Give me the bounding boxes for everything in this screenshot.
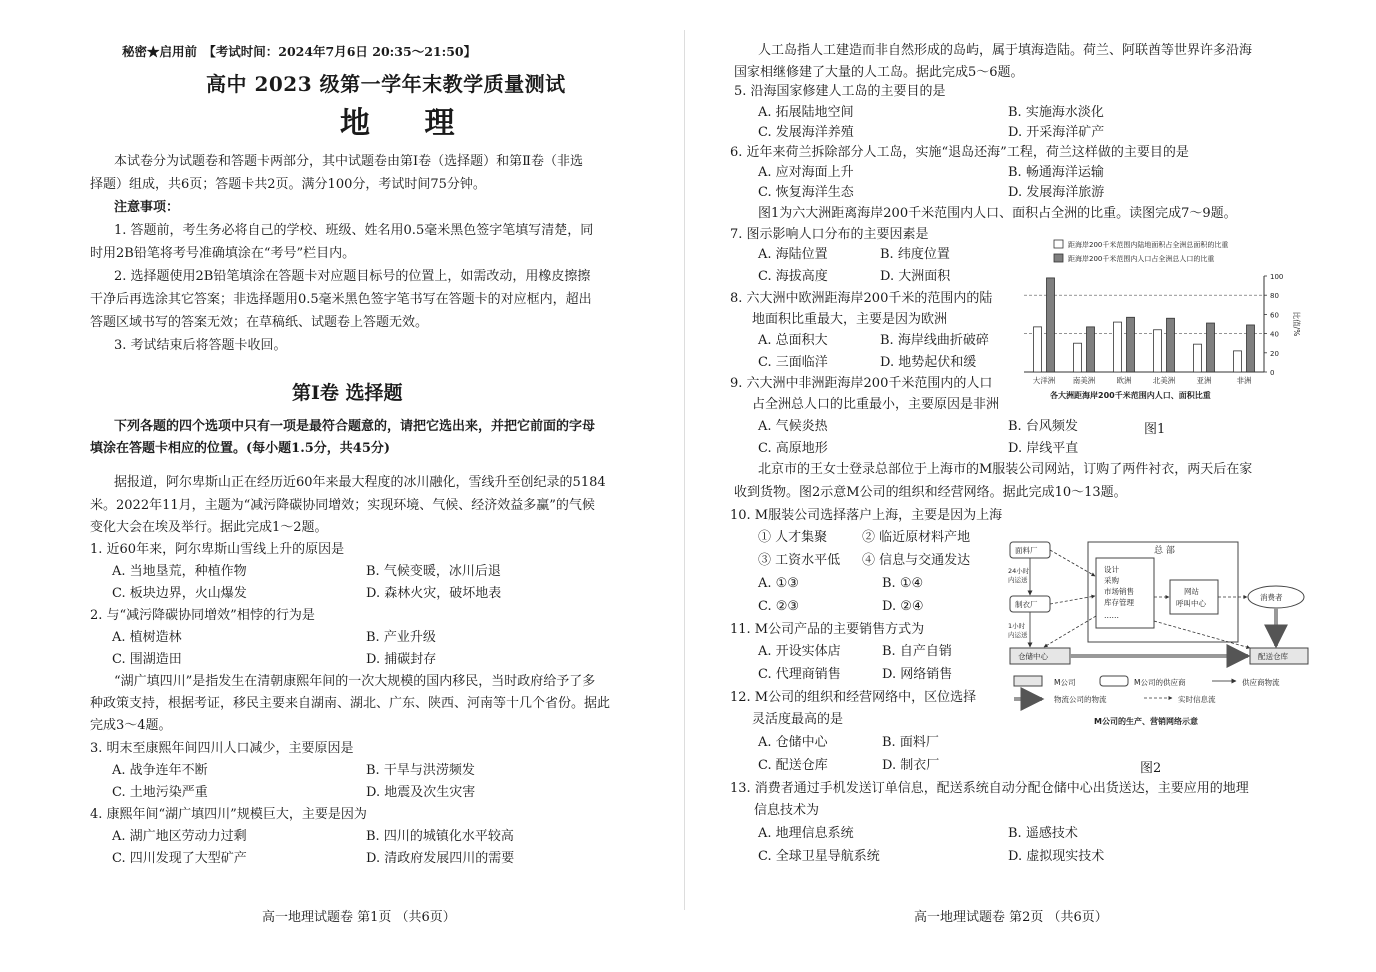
x-tick-label: 非洲	[1236, 376, 1252, 385]
option: D. ②④	[882, 599, 924, 614]
hq-function: 采购	[1104, 576, 1119, 585]
y-axis-label: 比值/%	[1292, 311, 1301, 337]
instruction-line: 下列各题的四个选项中只有一项是最符合题意的，请把它选出来，并把它前面的字母	[114, 419, 596, 434]
option: D. 捕碳封存	[366, 652, 437, 667]
option: A. ①③	[758, 576, 799, 591]
option: A. 地理信息系统	[758, 826, 854, 841]
statement: ② 临近原材料产地	[862, 530, 971, 545]
option: D. 森林火灾，破坏地表	[366, 586, 502, 601]
option: B. 台风频发	[1008, 419, 1078, 434]
instruction-line: 填涂在答题卡相应的位置。(每小题1.5分，共45分)	[90, 441, 391, 456]
option: A. 海陆位置	[758, 247, 828, 262]
website-label: 网站	[1184, 587, 1199, 596]
x-tick-label: 南美洲	[1072, 376, 1096, 385]
note-line: 干净后再选涂其它答案；非选择题用0.5毫米黑色签字笔书写在答题卡的对应框内，超出	[90, 292, 592, 307]
legend-label-supplier: M公司的供应商	[1134, 678, 1186, 687]
note-line: 2. 选择题使用2B铅笔填涂在答题卡对应题目标号的位置上，如需改动，用橡皮擦擦	[114, 269, 591, 284]
statement: ① 人才集聚	[758, 530, 828, 545]
hq-label: 总 部	[1154, 546, 1175, 556]
option: C. 全球卫星导航系统	[758, 849, 880, 864]
bar-area	[1114, 322, 1122, 372]
legend-swatch-m	[1014, 676, 1042, 686]
figure-1-label: 图1	[1144, 422, 1166, 437]
question-stem: 1. 近60年来，阿尔卑斯山雪线上升的原因是	[90, 542, 345, 557]
hq-function: 设计	[1104, 565, 1119, 574]
bar-population	[1207, 323, 1215, 372]
option: D. 制衣厂	[882, 758, 940, 773]
option: B. 纬度位置	[880, 247, 950, 262]
transit-time: 内运送	[1008, 576, 1028, 584]
option: D. 开采海洋矿产	[1008, 125, 1105, 140]
option: B. 干旱与洪涝频发	[366, 763, 475, 778]
option: C. 四川发现了大型矿产	[112, 851, 247, 866]
subject-title: 地 理	[340, 106, 477, 141]
note-line: 答题区域书写的答案无效；在草稿纸、试题卷上答题无效。	[90, 315, 429, 330]
warehouse-label: 仓储中心	[1018, 652, 1048, 661]
option: D. 岸线平直	[1008, 441, 1079, 456]
page-2	[686, 0, 1376, 972]
question-stem: 信息技术为	[754, 803, 820, 818]
passage-line: 国家相继修建了大量的人工岛。据此完成5～6题。	[734, 65, 1024, 80]
bar-area	[1154, 330, 1162, 372]
option: A. 气候炎热	[758, 419, 828, 434]
passage-line: 种政策支持，根据考证，移民主要来自湖南、湖北、广东、陕西、河南等十几个省份。据此	[90, 696, 611, 711]
question-stem: 6. 近年来荷兰拆除部分人工岛，实施“退岛还海”工程，荷兰这样做的主要目的是	[730, 145, 1189, 160]
question-stem: 7. 图示影响人口分布的主要因素是	[730, 227, 929, 242]
y-tick-label: 0	[1270, 369, 1275, 377]
passage-line: 完成3～4题。	[90, 718, 172, 733]
exam-header: 秘密★启用前 【考试时间：2024年7月6日 20:35～21:50】	[122, 44, 477, 59]
option: D. 发展海洋旅游	[1008, 185, 1105, 200]
option: C. 恢复海洋生态	[758, 185, 854, 200]
option: C. 板块边界，火山爆发	[112, 586, 247, 601]
bar-population	[1247, 325, 1255, 372]
question-stem: 占全洲总人口的比重最小，主要原因是非洲	[752, 397, 1000, 412]
option: C. ②③	[758, 599, 800, 614]
question-stem: 2. 与“减污降碳协同增效”相悖的行为是	[90, 608, 315, 623]
hq-function: ……	[1104, 611, 1119, 620]
y-tick-label: 100	[1270, 273, 1284, 281]
intro-line-1: 本试卷分为试题卷和答题卡两部分，其中试题卷由第Ⅰ卷（选择题）和第Ⅱ卷（非选	[114, 154, 583, 169]
figure-intro: 图1为六大洲距离海岸200千米范围内人口、面积占全洲的比重。读图完成7～9题。	[758, 206, 1237, 221]
question-stem: 5. 沿海国家修建人工岛的主要目的是	[734, 84, 946, 99]
question-stem: 10. M服装公司选择落户上海，主要是因为上海	[730, 508, 1003, 523]
question-stem: 地面积比重最大，主要是因为欧洲	[752, 312, 948, 327]
option: A. 总面积大	[758, 333, 828, 348]
question-stem: 灵活度最高的是	[752, 712, 844, 727]
legend-label-m: M公司	[1054, 678, 1076, 687]
bar-area	[1074, 343, 1082, 372]
legend-label-supplier-flow: 供应商物流	[1242, 678, 1280, 687]
passage-line: 米。2022年11月，主题为“减污降碳协同增效；实现环境、气候、经济效益多赢”的气候	[90, 498, 595, 513]
legend-label-area: 距海岸200千米范围内陆地面积占全洲总面积的比重	[1068, 241, 1229, 249]
option: A. 应对海面上升	[758, 165, 854, 180]
note-line: 1. 答题前，考生务必将自己的学校、班级、姓名用0.5毫米黑色签字笔填写清楚，同	[114, 223, 594, 238]
option: B. 面料厂	[882, 735, 939, 750]
chart-legend	[1054, 240, 1228, 263]
legend-label-info: 实时信息流	[1178, 695, 1216, 704]
section-title: 第Ⅰ卷 选择题	[292, 382, 403, 404]
y-tick-label: 60	[1270, 311, 1279, 320]
hq-function: 市场销售	[1104, 587, 1134, 596]
consumer-label: 消费者	[1260, 593, 1283, 602]
bar-area	[1034, 327, 1042, 372]
x-tick-label: 亚洲	[1196, 376, 1212, 385]
option: A. 仓储中心	[758, 735, 828, 750]
figure-2-network-diagram	[1004, 536, 1314, 732]
legend-label-population: 距海岸200千米范围内人口占全洲总人口的比重	[1068, 255, 1215, 263]
legend-label-logistics: 物流公司的物流	[1054, 695, 1107, 704]
option: B. 遥感技术	[1008, 826, 1078, 841]
y-tick-label: 40	[1270, 330, 1279, 339]
passage-line: 北京市的王女士登录总部位于上海市的M服装公司网站，订购了两件衬衣，两天后在家	[758, 462, 1253, 477]
bar-population	[1167, 318, 1175, 372]
option: B. 自产自销	[882, 644, 952, 659]
question-stem: 4. 康熙年间“湖广填四川”规模巨大，主要是因为	[90, 807, 367, 822]
page-1	[0, 0, 686, 972]
option: C. 配送仓库	[758, 758, 828, 773]
option: D. 大洲面积	[880, 269, 951, 284]
y-tick-label: 80	[1270, 292, 1279, 301]
option: D. 地震及次生灾害	[366, 785, 476, 800]
question-stem: 12. M公司的组织和经营网络中，区位选择	[730, 690, 977, 705]
note-line: 时用2B铅笔将考号准确填涂在“考号”栏目内。	[90, 246, 356, 261]
diagram-title: M公司的生产、营销网络示意	[1094, 717, 1198, 726]
question-stem: 13. 消费者通过手机发送订单信息，配送系统自动分配仓储中心出货送达，主要应用的地理	[730, 781, 1249, 796]
bar-area	[1234, 351, 1242, 372]
passage-line: 据报道，阿尔卑斯山正在经历近60年来最大程度的冰川融化，雪线升至创纪录的5184	[114, 475, 606, 490]
hq-function: 库存管理	[1104, 598, 1134, 607]
option: D. 网络销售	[882, 667, 953, 682]
bar-population	[1087, 327, 1095, 372]
page-divider	[684, 30, 685, 910]
option: D. 地势起伏和缓	[880, 355, 977, 370]
option: C. 土地污染严重	[112, 785, 208, 800]
option: C. 海拔高度	[758, 269, 828, 284]
option: B. 实施海水淡化	[1008, 105, 1104, 120]
option: C. 高原地形	[758, 441, 828, 456]
statement: ④ 信息与交通发达	[862, 553, 971, 568]
legend-swatch-area	[1054, 240, 1063, 248]
question-stem: 3. 明末至康熙年间四川人口减少，主要原因是	[90, 741, 354, 756]
option: C. 围湖造田	[112, 652, 182, 667]
option: C. 发展海洋养殖	[758, 125, 854, 140]
passage-line: 变化大会在埃及举行。据此完成1～2题。	[90, 520, 328, 535]
y-tick-label: 20	[1270, 349, 1279, 358]
x-tick-label: 欧洲	[1116, 376, 1132, 385]
option: A. 开设实体店	[758, 644, 841, 659]
question-stem: 11. M公司产品的主要销售方式为	[730, 622, 925, 637]
legend-swatch-population	[1054, 254, 1063, 262]
intro-line-2: 择题）组成，共6页；答题卡共2页。满分100分，考试时间75分钟。	[90, 177, 486, 192]
passage-line: 人工岛指人工建造而非自然形成的岛屿，属于填海造陆。荷兰、阿联酋等世界许多沿海	[758, 43, 1253, 58]
passage-line: “湖广填四川”是指发生在清朝康熙年间的一次大规模的国内移民，当时政府给予了多	[114, 674, 596, 689]
passage-line: 收到货物。图2示意M公司的组织和经营网络。据此完成10～13题。	[734, 485, 1127, 500]
statement: ③ 工资水平低	[758, 553, 841, 568]
note-line: 3. 考试结束后将答题卡收回。	[114, 338, 287, 353]
option: B. 四川的城镇化水平较高	[366, 829, 514, 844]
delivery-warehouse-label: 配送仓库	[1258, 652, 1288, 661]
option: B. 海岸线曲折破碎	[880, 333, 989, 348]
fabric-factory-label: 面料厂	[1015, 546, 1038, 555]
question-stem: 8. 六大洲中欧洲距海岸200千米的范围内的陆	[730, 291, 993, 306]
x-tick-label: 大洋洲	[1032, 376, 1056, 385]
garment-factory-label: 制衣厂	[1015, 600, 1038, 609]
option: A. 植树造林	[112, 630, 182, 645]
chart-title: 各大洲距海岸200千米范围内人口、面积比重	[1050, 391, 1211, 400]
page-footer: 高一地理试题卷 第1页 （共6页）	[262, 910, 456, 925]
legend-swatch-supplier	[1100, 676, 1128, 686]
transit-time: 24小时	[1008, 567, 1030, 575]
option: B. 畅通海洋运输	[1008, 165, 1104, 180]
option: B. 气候变暖，冰川后退	[366, 564, 501, 579]
transit-time: 内运送	[1008, 631, 1028, 639]
transit-time: 1小时	[1008, 622, 1026, 630]
option: C. 三面临洋	[758, 355, 828, 370]
option: B. ①④	[882, 576, 924, 591]
option: A. 拓展陆地空间	[758, 105, 854, 120]
option: A. 当地垦荒，种植作物	[112, 564, 247, 579]
option: A. 战争连年不断	[112, 763, 208, 778]
option: D. 虚拟现实技术	[1008, 849, 1105, 864]
question-stem: 9. 六大洲中非洲距海岸200千米范围内的人口	[730, 376, 993, 391]
option: D. 清政府发展四川的需要	[366, 851, 515, 866]
bar-population	[1047, 278, 1055, 372]
figure-2-label: 图2	[1140, 761, 1162, 776]
option: C. 代理商销售	[758, 667, 841, 682]
exam-title: 高中 2023 级第一学年末教学质量测试	[206, 72, 566, 96]
bar-population	[1127, 317, 1135, 372]
callcenter-label: 呼叫中心	[1176, 599, 1206, 608]
info-arrow	[1154, 621, 1250, 648]
notes-title: 注意事项：	[114, 200, 180, 215]
page-footer: 高一地理试题卷 第2页 （共6页）	[914, 910, 1108, 925]
bar-area	[1194, 344, 1202, 372]
x-tick-label: 北美洲	[1152, 376, 1176, 385]
website-box	[1170, 580, 1218, 614]
option: B. 产业升级	[366, 630, 436, 645]
option: A. 湖广地区劳动力过剩	[112, 829, 247, 844]
figure-1-bar-chart	[1018, 236, 1308, 406]
